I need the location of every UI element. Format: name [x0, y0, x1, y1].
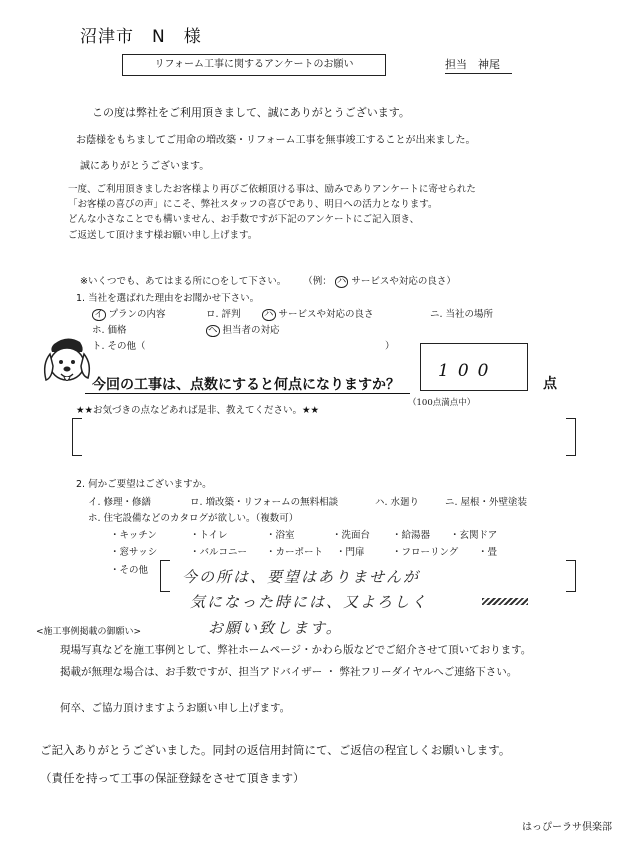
q2-option-roof: ニ. 屋根・外壁塗装: [445, 497, 528, 508]
q1-option-i: [92, 306, 166, 321]
closing-line-2: （責任を持って工事の保証登録をさせて頂きます）: [40, 771, 305, 785]
example-suffix: サービスや対応の良さ）: [351, 276, 456, 287]
dog-mascot-illustration: [40, 334, 94, 392]
q1-question: 1. 当社を選ばれた理由をお聞かせ下さい。: [76, 293, 260, 304]
catalog-item: ・トイレ: [190, 530, 228, 541]
catalog-item: ・玄関ドア: [450, 530, 498, 541]
q2-option-consult: ロ. 増改築・リフォームの無料相談: [190, 497, 339, 508]
q1-option-ho: ホ. 価格: [92, 325, 127, 336]
catalog-item: ・浴室: [266, 530, 295, 541]
catalog-item: ・洗面台: [332, 530, 371, 541]
score-note: （100点満点中）: [408, 398, 476, 408]
handwritten-request-line-1: 今の所は、要望はありませんが: [182, 568, 421, 586]
other-bracket-right: [566, 560, 576, 592]
score-question: 今回の工事は、点数にすると何点になりますか？: [92, 377, 400, 393]
instruction-text: ※いくつでも、あてはまる所に○をして下さい。: [80, 276, 287, 287]
comments-label: ★★お気づきの点などあれば是非、教えてください。★★: [76, 405, 320, 416]
q2-option-repair: イ. 修理・修繕: [88, 497, 152, 508]
catalog-item: ・フローリング: [392, 547, 459, 558]
publication-line-1: 現場写真などを施工事例として、弊社ホームページ・かわら版などでご紹介させて頂いております。: [60, 644, 532, 656]
catalog-item: ・カーポート: [266, 547, 324, 558]
publication-line-2: 掲載が無理な場合は、お手数ですが、担当アドバイザー ・ 弊社フリーダイヤルへご連絡下さい。: [60, 666, 518, 678]
closing-line-1: ご記入ありがとうございました。同封の返信用封筒にて、ご返信の程宜しくお願いします。: [40, 743, 511, 757]
catalog-item: ・キッチン: [110, 530, 157, 541]
catalog-item: ・畳: [478, 547, 498, 558]
q2-other-label: ・その他: [110, 565, 149, 576]
example-circled-mark: ハ: [336, 276, 347, 287]
option-ha-label: サービスや対応の良さ: [278, 309, 374, 320]
handwritten-request-line-2: 気になった時には、又よろしく: [190, 593, 429, 611]
intro-line-5: 「お客様の喜びの声」にこそ、弊社スタッフの喜びであり、明日への活力となります。: [68, 199, 438, 210]
publication-line-3: 何卒、ご協力頂けますようお願い申し上げます。: [60, 702, 291, 714]
q2-question: 2. 何かご要望はございますか。: [76, 479, 212, 490]
example-prefix: （例：: [303, 276, 332, 287]
intro-line-7: ご返送して頂けます様お願い申し上げます。: [68, 230, 258, 241]
publication-heading: <施工事例掲載の御願い>: [36, 627, 142, 637]
q1-option-ha: [262, 306, 374, 321]
page-title: 沼津市 N 様: [80, 27, 202, 47]
q1-option-ro: ロ. 評判: [206, 309, 241, 320]
q1-instruction: [80, 273, 456, 288]
intro-line-4: 一度、ご利用頂きましたお客様より再びご依頼頂ける事は、励みでありアンケートに寄せられた: [68, 184, 476, 195]
score-question-underline: [85, 393, 410, 394]
q2-option-catalog: ホ. 住宅設備などのカタログが欲しい。（複数可）: [88, 513, 299, 524]
score-unit: 点: [543, 376, 557, 392]
option-he-label: 担当者の対応: [222, 325, 280, 336]
catalog-item: ・門扉: [336, 547, 365, 558]
circled-mark-ha: ハ: [264, 309, 274, 320]
score-value: 100: [438, 361, 498, 381]
staff-name: 担当 神尾: [445, 56, 512, 74]
circled-mark-i: イ: [94, 309, 104, 320]
q1-option-ni: ニ. 当社の場所: [430, 309, 494, 320]
survey-subject-box: リフォーム工事に関するアンケートのお願い: [122, 54, 386, 76]
intro-line-2: お蔭様をもちましてご用命の増改築・リフォーム工事を無事竣工することが出来ました。: [76, 135, 476, 146]
catalog-item: ・窓サッシ: [110, 547, 158, 558]
q1-option-to-close: ）: [385, 341, 395, 352]
comments-bracket-right: [566, 418, 576, 456]
comments-bracket-left: [72, 418, 82, 456]
intro-line-1: この度は弊社をご利用頂きまして、誠にありがとうございます。: [92, 106, 410, 119]
catalog-item: ・給湯器: [392, 530, 431, 541]
company-name: はっぴーラサ倶楽部: [522, 822, 612, 833]
catalog-item: ・バルコニー: [190, 547, 248, 558]
intro-line-6: どんな小さなことでも構いません、お手数ですが下記のアンケートにご記入頂き、: [68, 214, 420, 225]
option-i-label: プランの内容: [108, 309, 166, 320]
q2-option-water: ハ. 水廻り: [375, 497, 420, 508]
other-bracket-left: [160, 560, 170, 592]
scribble-strikeout: [482, 598, 528, 605]
q1-option-to: ト. その他（: [92, 341, 146, 352]
intro-line-3: 誠にありがとうございます。: [80, 161, 210, 172]
circled-mark-he: ヘ: [208, 325, 218, 336]
handwritten-request-line-3: お願い致します。: [208, 619, 343, 637]
q1-option-he: [206, 322, 280, 337]
